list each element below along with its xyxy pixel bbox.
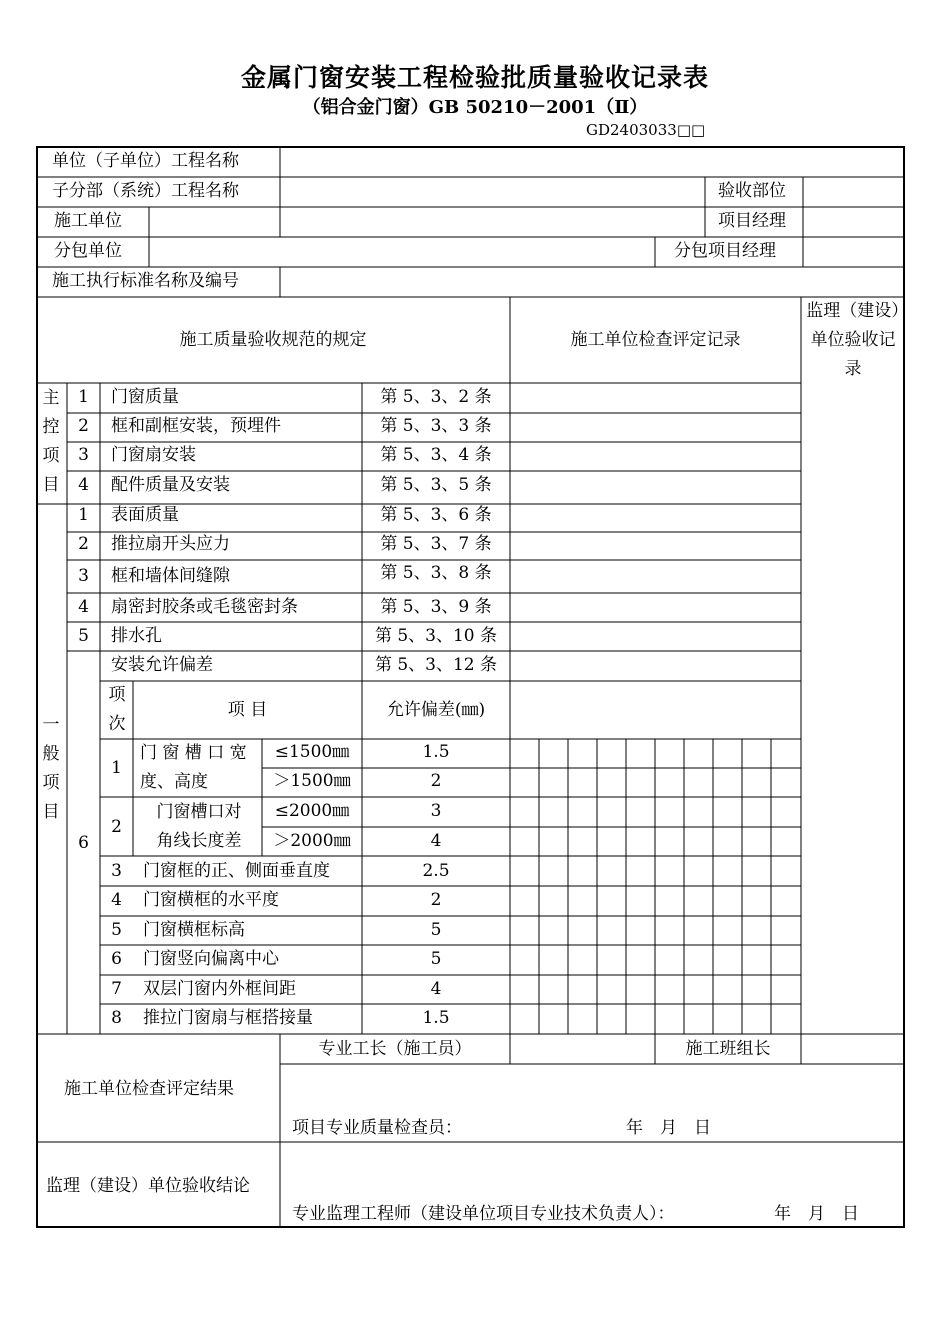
main-row-clause: 第 5、3、5 条 [380,475,492,495]
table-grid [36,146,905,1228]
deviation-group-name: 门 窗 槽 口 宽 度、高度 [140,743,247,792]
deviation-row-no: 4 [111,890,122,910]
subcontract-unit-label: 分包单位 [54,241,122,261]
general-row-clause: 第 5、3、6 条 [380,505,492,525]
main-row-no: 3 [78,445,89,465]
deviation-tolerance-header: 允许偏差(㎜) [386,700,486,720]
supervision-date: 年 月 日 [774,1204,859,1224]
inspection-table [36,146,905,1228]
general-row-no: 5 [78,626,89,646]
main-items-category: 主控项目 [42,388,60,495]
main-row-clause: 第 5、3、4 条 [380,445,492,465]
supervision-engineer-label: 专业监理工程师（建设单位项目专业技术负责人）： [292,1204,675,1224]
general-items-category: 一般项目 [42,715,60,822]
deviation-condition: ≤2000㎜ [274,801,350,821]
check-record-column-header: 施工单位检查评定记录 [570,330,741,350]
deviation-condition: ＞1500㎜ [273,771,351,791]
general-row-no: 1 [78,505,89,525]
general-row-no: 4 [78,597,89,617]
check-result-label: 施工单位检查评定结果 [64,1079,234,1099]
foreman-label: 专业工长（施工员） [318,1039,472,1059]
general-row-clause: 第 5、3、7 条 [380,534,492,554]
general-row-name: 框和墙体间缝隙 [111,566,230,586]
form-code: GD2403033□□ [586,121,706,139]
sub-project-name-label: 子分部（系统）工程名称 [52,181,239,201]
deviation-row-no: 3 [111,861,122,881]
general-row-no: 3 [78,566,89,586]
deviation-value: 1.5 [422,742,450,762]
acceptance-part-label: 验收部位 [718,181,786,201]
deviation-row-name: 门窗框的正、侧面垂直度 [143,861,330,881]
check-date: 年 月 日 [626,1118,711,1138]
general-row-name: 排水孔 [111,626,162,646]
deviation-seq-header: 项次 [108,685,126,734]
document-title: 金属门窗安装工程检验批质量验收记录表 [240,63,709,92]
deviation-row-no: 5 [111,920,122,940]
deviation-row-no: 6 [111,949,122,969]
main-row-no: 4 [78,475,89,495]
document-subtitle: （铝合金门窗）GB 50210－2001（Ⅱ） [302,97,648,118]
supervision-conclusion-label: 监理（建设）单位验收结论 [46,1176,250,1196]
general-row-clause: 第 5、3、9 条 [380,597,492,617]
general-row-clause: 第 5、3、8 条 [380,563,492,583]
deviation-row-name: 门窗竖向偏离中心 [143,949,279,969]
main-row-name: 门窗质量 [111,387,179,407]
deviation-row-value: 5 [430,949,442,969]
standard-name-label: 施工执行标准名称及编号 [52,271,239,291]
deviation-no: 6 [78,833,89,853]
deviation-condition: ＞2000㎜ [273,831,351,851]
deviation-row-no: 8 [111,1008,122,1028]
deviation-row-value: 2.5 [422,861,450,881]
deviation-row-name: 双层门窗内外框间距 [143,979,296,999]
main-row-clause: 第 5、3、2 条 [380,387,492,407]
team-leader-label: 施工班组长 [685,1039,771,1059]
project-manager-label: 项目经理 [718,211,786,231]
deviation-group-name: 门窗槽口对 角线长度差 [156,802,242,851]
deviation-item-header: 项 目 [227,700,268,720]
main-row-name: 配件质量及安装 [111,475,230,495]
deviation-group-no: 1 [111,758,122,778]
deviation-group-no: 2 [111,817,122,837]
main-row-no: 1 [78,387,89,407]
general-row-no: 2 [78,534,89,554]
general-row-name: 扇密封胶条或毛毯密封条 [111,597,298,617]
unit-project-name-label: 单位（子单位）工程名称 [52,151,239,171]
deviation-condition: ≤1500㎜ [274,742,350,762]
subcontract-manager-label: 分包项目经理 [674,241,776,261]
deviation-row-value: 1.5 [422,1008,450,1028]
deviation-value: 2 [430,771,442,791]
general-row-name: 表面质量 [111,505,179,525]
deviation-row-name: 门窗横框标高 [143,920,245,940]
deviation-row-value: 4 [430,979,442,999]
deviation-row-value: 2 [430,890,442,910]
main-row-name: 框和副框安装，预埋件 [111,416,281,436]
main-row-name: 门窗扇安装 [111,445,196,465]
deviation-row-no: 7 [111,979,122,999]
main-row-clause: 第 5、3、3 条 [380,416,492,436]
spec-column-header: 施工质量验收规范的规定 [179,330,367,350]
deviation-value: 3 [430,801,442,821]
deviation-row-value: 5 [430,920,442,940]
deviation-name: 安装允许偏差 [111,655,213,675]
general-row-name: 推拉扇开头应力 [111,534,230,554]
construction-unit-label: 施工单位 [54,211,122,231]
qc-inspector-label: 项目专业质量检查员： [292,1118,462,1138]
deviation-row-name: 推拉门窗扇与框搭接量 [143,1008,313,1028]
deviation-clause: 第 5、3、12 条 [374,655,498,675]
supervision-record-column-header: 监理（建设）单位验收记录 [806,301,900,379]
deviation-value: 4 [430,831,442,851]
general-row-clause: 第 5、3、10 条 [374,626,498,646]
main-row-no: 2 [78,416,89,436]
deviation-row-name: 门窗横框的水平度 [143,890,279,910]
